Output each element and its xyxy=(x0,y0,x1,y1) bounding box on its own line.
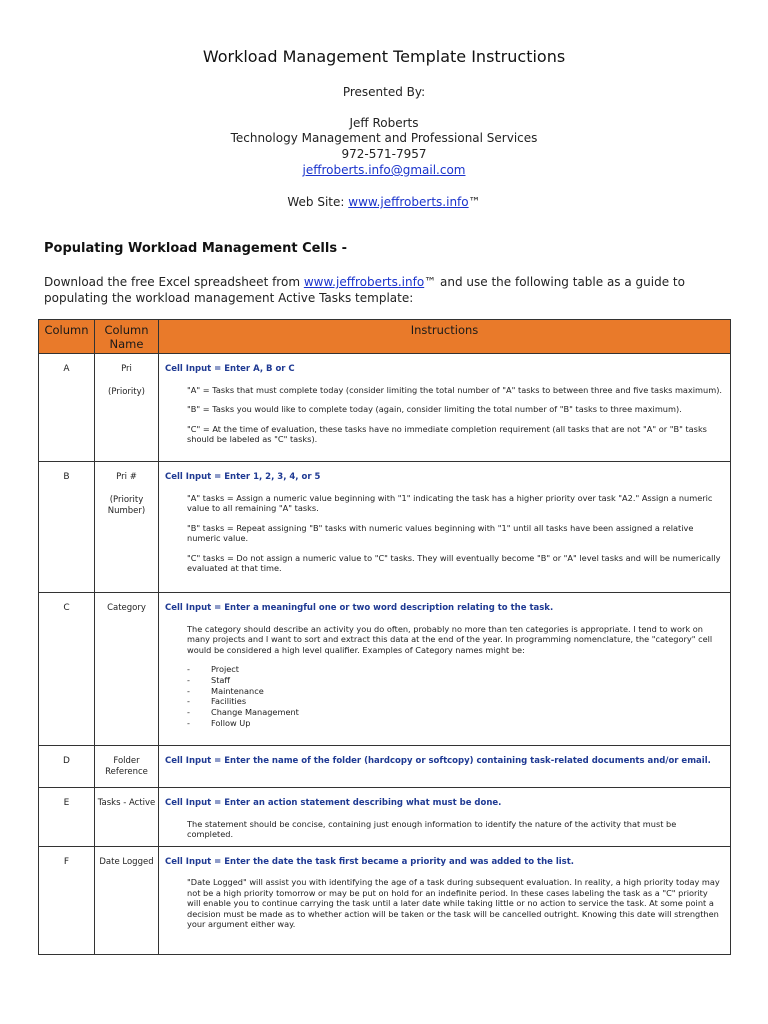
instruction-paragraph: "B" tasks = Repeat assigning "B" tasks with numeric values beginning with "1" until all tasks have been assigned a relative numeric value. xyxy=(187,522,694,543)
intro-text-before: Download the free Excel spreadsheet from xyxy=(44,275,304,289)
email-link[interactable]: jeffroberts.info@gmail.com xyxy=(302,163,466,177)
intro-paragraph xyxy=(44,274,734,306)
instruction-paragraph: "A" = Tasks that must complete today (consider limiting the total number of "A" tasks to between three and five tasks maximum). xyxy=(187,384,722,395)
list-item: - Change Management xyxy=(187,707,299,718)
instruction-paragraph: "C" = At the time of evaluation, these tasks have no immediate completion requirement (all tasks that are not "A" or "B" tasks should be labeled as "C" tasks). xyxy=(187,423,707,444)
column-name: Folder Reference xyxy=(105,756,148,777)
email-line xyxy=(0,163,768,178)
presented-by-label: Presented By: xyxy=(342,85,426,99)
column-name-sub: (Priority Number) xyxy=(107,495,146,516)
cell-input-rule: Cell Input = Enter a meaningful one or two word description relating to the task. xyxy=(165,603,554,613)
column-name-cell xyxy=(95,354,159,462)
column-letter: D xyxy=(39,746,95,788)
instructions-cell xyxy=(159,462,731,593)
document-title: Workload Management Template Instructions xyxy=(202,47,566,66)
column-name-cell xyxy=(95,462,159,593)
cell-input-rule: Cell Input = Enter the date the task first became a priority and was added to the list. xyxy=(165,856,575,867)
list-item: - Staff xyxy=(187,674,231,685)
cell-input-rule: Cell Input = Enter 1, 2, 3, 4, or 5 xyxy=(165,472,321,482)
instruction-paragraph: The statement should be concise, containing just enough information to identify the nature of the activity that must be completed. xyxy=(187,818,677,839)
header-instructions: Instructions xyxy=(159,320,731,354)
website-link[interactable]: www.jeffroberts.info xyxy=(348,195,469,209)
organization-name: Technology Management and Professional Services xyxy=(230,131,538,145)
instructions-table xyxy=(38,319,731,955)
column-name-cell xyxy=(95,593,159,746)
column-letter: E xyxy=(39,788,95,847)
table-row xyxy=(39,593,731,746)
instruction-paragraph: "Date Logged" will assist you with identifying the age of a task during subsequent evaluation. In reality, a high priority today may not be a high priority tomorrow or may be put on hold for an indefinite period. In these cases labeling the task as a "C" priority will enable you to continue carrying the task until a later date while taking little or no action to service the task. At some point a decision must be made as to whether action will be taken or the task will be cancelled outright. Knowing this date will strengthen your argument either way. xyxy=(187,877,720,929)
table-row xyxy=(39,354,731,462)
author-name: Jeff Roberts xyxy=(349,116,419,130)
table-row xyxy=(39,788,731,847)
intro-website-link[interactable]: www.jeffroberts.info xyxy=(303,275,425,289)
list-item: - Maintenance xyxy=(187,685,264,696)
cell-input-rule: Cell Input = Enter an action statement describing what must be done. xyxy=(165,798,502,808)
column-letter: F xyxy=(39,846,95,955)
instruction-paragraph: "B" = Tasks you would like to complete today (again, consider limiting the total number of "B" tasks to three maximum). xyxy=(187,404,682,414)
intro-text-after: ™ and use the following table as a guide to populating the workload management Active Tasks template: xyxy=(44,275,685,305)
column-name-cell xyxy=(95,746,159,788)
column-name: Category xyxy=(107,603,146,613)
list-item: - Follow Up xyxy=(187,717,251,728)
instruction-paragraph: "A" tasks = Assign a numeric value beginning with "1" indicating the task has a higher priority over task "A2." Assign a numeric value to all remaining "A" tasks. xyxy=(187,492,713,513)
instructions-cell xyxy=(159,593,731,746)
cell-input-rule: Cell Input = Enter the name of the folder (hardcopy or softcopy) containing task-related documents and/or email. xyxy=(165,756,711,766)
instruction-paragraph: "C" tasks = Do not assign a numeric value to "C" tasks. They will eventually become "B" or "A" level tasks and will be numerically evaluated at that time. xyxy=(187,552,721,573)
column-name: Pri # xyxy=(116,472,137,482)
website-label: Web Site: xyxy=(287,195,345,209)
website-line xyxy=(0,195,768,210)
category-examples-list xyxy=(187,664,722,729)
column-name: Pri xyxy=(121,364,132,374)
column-name-cell xyxy=(95,846,159,955)
table-row xyxy=(39,746,731,788)
table-row xyxy=(39,846,731,955)
column-name-sub: (Priority) xyxy=(108,387,145,397)
phone-number: 972-571-7957 xyxy=(341,147,427,161)
column-name: Date Logged xyxy=(99,856,154,867)
column-name: Tasks - Active xyxy=(97,798,156,808)
list-item: - Project xyxy=(187,664,240,674)
header-column-name: Column Name xyxy=(95,320,159,354)
table-row xyxy=(39,462,731,593)
instruction-paragraph: The category should describe an activity you do often, probably no more than ten categories is appropriate. I tend to work on many projects and I want to sort and extract this data at the end of the year. In programming nomenclature, the "category" cell would be considered a high level qualifier. Examples of Category names might be: xyxy=(187,623,713,655)
instructions-cell xyxy=(159,846,731,955)
cell-input-rule: Cell Input = Enter A, B or C xyxy=(165,364,295,374)
section-heading: Populating Workload Management Cells - xyxy=(44,241,348,256)
column-name-cell xyxy=(95,788,159,847)
column-letter: C xyxy=(39,593,95,746)
instructions-cell xyxy=(159,354,731,462)
table-header-row xyxy=(39,320,731,354)
column-letter: B xyxy=(39,462,95,593)
header-column: Column xyxy=(39,320,95,354)
list-item: - Facilities xyxy=(187,696,247,707)
column-letter: A xyxy=(39,354,95,462)
instructions-cell xyxy=(159,746,731,788)
instructions-cell xyxy=(159,788,731,847)
trademark-symbol: ™ xyxy=(468,195,481,209)
